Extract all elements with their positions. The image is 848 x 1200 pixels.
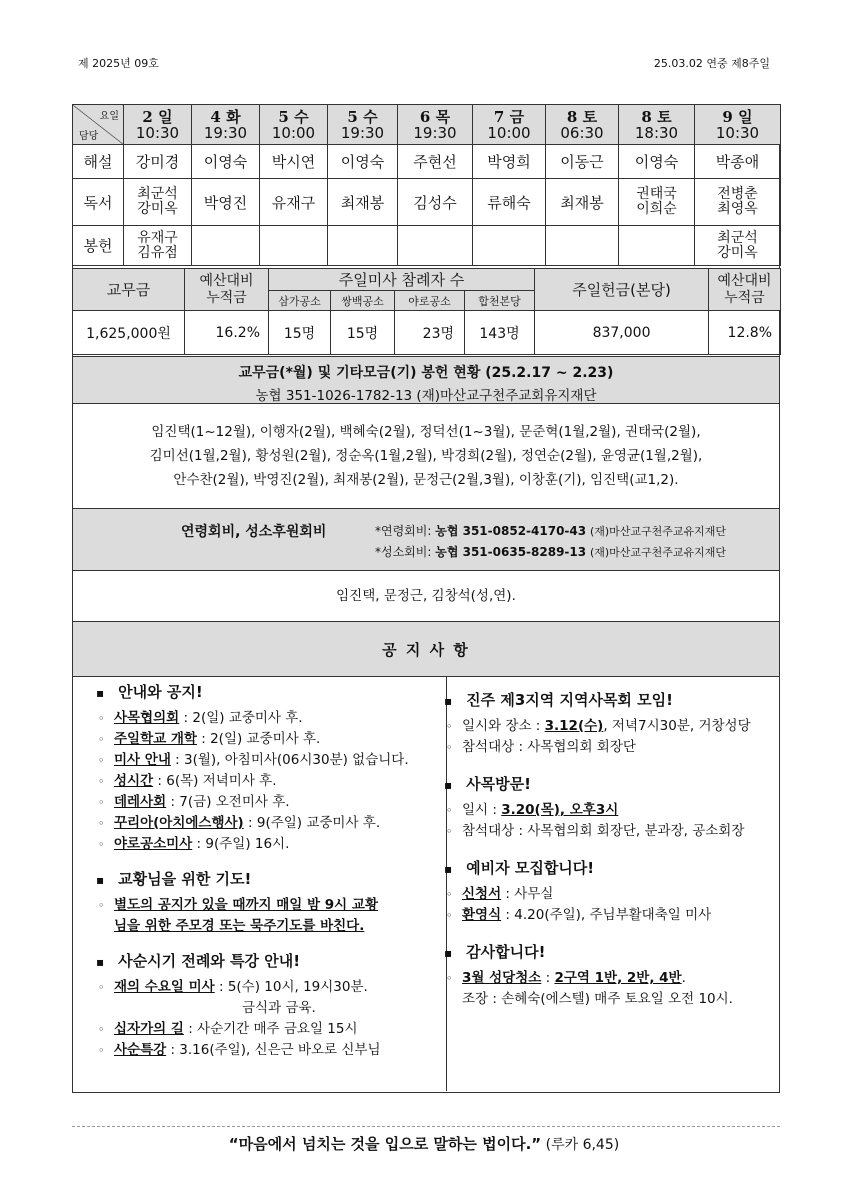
notice-item: ◦ 별도의 공지가 있을 때까지 매일 밤 9시 교황 님을 위한 주모경 또는 묵주기도를 바친다. bbox=[92, 895, 432, 937]
schedule-cell bbox=[328, 226, 398, 266]
acc2-org: (재)마산교구천주교유지재단 bbox=[589, 546, 727, 559]
assignee-name: 최재봉 bbox=[340, 193, 385, 212]
donation-line: 임진택(1~12월), 이행자(2월), 백혜숙(2월), 정덕선(1~3월), 문준혁(1월,2월), 권태국(2월), bbox=[151, 424, 701, 440]
mass-time: 18:30 bbox=[634, 123, 679, 142]
donation-line: 안수찬(2월), 박영진(2월), 최재봉(2월), 문정근(2월,3월), 이창훈(기), 임진택(교1,2). bbox=[173, 472, 679, 488]
support-title: 연령회비, 성소후원회비 bbox=[181, 524, 327, 540]
assignee-name: 주현선 bbox=[413, 153, 457, 171]
assignee-name: 유재구 bbox=[271, 193, 316, 212]
stats-table bbox=[72, 268, 781, 355]
mass-time: 10:00 bbox=[271, 123, 316, 142]
notice-item: ◦ 야로공소미사 : 9(주일) 16시. bbox=[92, 834, 432, 855]
schedule-cell bbox=[473, 226, 546, 266]
day-label: 8 토 bbox=[566, 107, 598, 126]
assignee-name: 최군석 bbox=[137, 186, 178, 202]
sub-header-hapcheon: 합천본당 bbox=[465, 291, 535, 311]
day-label: 6 목 bbox=[419, 107, 451, 126]
mass-time: 19:30 bbox=[413, 123, 457, 142]
acc1-number: 농협 351-0852-4170-43 bbox=[435, 524, 587, 538]
assignee-name: 최재봉 bbox=[560, 193, 604, 212]
notice-item: ◦ 재의 수요일 미사 : 5(수) 10시, 19시30분. bbox=[92, 977, 432, 998]
attend-yaro: 23명 bbox=[395, 311, 465, 355]
budget-header-2 bbox=[709, 269, 781, 311]
donation-account: 농협 351-1026-1782-13 (재)마산교구천주교회유지재단 bbox=[255, 388, 597, 404]
acc2-number: 농협 351-0635-8289-13 bbox=[435, 545, 587, 559]
notice-item: ◦ 주일학교 개학 : 2(일) 교중미사 후. bbox=[92, 729, 432, 750]
schedule-cell bbox=[328, 179, 398, 226]
assignee-name: 최군석 bbox=[717, 229, 758, 246]
day-label: 9 일 bbox=[722, 107, 753, 126]
assignee-name: 이영숙 bbox=[634, 153, 679, 171]
sub-header-samga: 삼가공소 bbox=[269, 291, 331, 311]
quote-text: “마음에서 넘치는 것을 입으로 말하는 법이다.” bbox=[228, 1135, 542, 1153]
budget-value-1: 16.2% bbox=[185, 311, 269, 355]
schedule-cell bbox=[546, 145, 619, 179]
mass-time: 10:00 bbox=[487, 123, 531, 142]
budget-value-2: 12.8% bbox=[709, 311, 781, 355]
schedule-cell bbox=[619, 226, 695, 266]
notice-item: ◦ 데레사회 : 7(금) 오전미사 후. bbox=[92, 792, 432, 813]
offering-value: 837,000 bbox=[535, 311, 709, 355]
schedule-cell bbox=[192, 145, 260, 179]
notice-item: ◦ 일시와 장소 : 3.12(수), 저녁7시30분, 거창성당 bbox=[440, 716, 775, 737]
mass-time: 06:30 bbox=[560, 123, 604, 142]
day-label: 2 일 bbox=[142, 107, 173, 126]
notice-left-column bbox=[92, 672, 432, 1061]
schedule-day-header bbox=[619, 105, 695, 145]
issue-date: 25.03.02 연중 제8주일 bbox=[653, 57, 770, 70]
donation-names bbox=[72, 403, 780, 509]
role-label: 봉헌 bbox=[73, 226, 124, 266]
budget-header-2-a: 예산대비 bbox=[717, 272, 772, 289]
day-label: 8 토 bbox=[641, 107, 672, 126]
assignee-name: 박시연 bbox=[271, 153, 316, 171]
schedule-day-header bbox=[192, 105, 260, 145]
support-names-text: 임진택, 문정근, 김창석(성,연). bbox=[336, 588, 516, 604]
mass-time: 10:30 bbox=[715, 123, 760, 142]
sub-header-yaro: 야로공소 bbox=[395, 291, 465, 311]
attend-samga: 15명 bbox=[269, 311, 331, 355]
assignee-name: 이영숙 bbox=[340, 153, 385, 171]
attendance-header: 주일미사 참례자 수 bbox=[269, 269, 535, 291]
support-header bbox=[72, 508, 780, 571]
schedule-cell bbox=[546, 226, 619, 266]
schedule-cell bbox=[695, 226, 781, 266]
support-account-2 bbox=[375, 543, 726, 560]
assignee-name: 김성수 bbox=[413, 193, 457, 212]
notice-item: ◦ 미사 안내 : 3(월), 아침미사(06시30분) 없습니다. bbox=[92, 750, 432, 771]
schedule-cell bbox=[328, 145, 398, 179]
notice-item: ◦ 참석대상 : 사목협의회 회장단, 분과장, 공소회장 bbox=[440, 821, 775, 842]
footer-divider bbox=[72, 1126, 780, 1127]
schedule-cell bbox=[260, 179, 328, 226]
schedule-day-header bbox=[398, 105, 473, 145]
mass-time: 10:30 bbox=[135, 123, 180, 142]
schedule-day-header bbox=[328, 105, 398, 145]
acc2-label: *성소회비: bbox=[375, 545, 432, 559]
footer-quote bbox=[0, 1133, 848, 1154]
notice-item: ◦ 사목협의회 : 2(일) 교중미사 후. bbox=[92, 708, 432, 729]
corner-day-label: 요일 bbox=[99, 111, 119, 122]
role-label: 해설 bbox=[73, 145, 124, 179]
kyomugeum-value: 1,625,000원 bbox=[73, 311, 185, 355]
schedule-day-header bbox=[546, 105, 619, 145]
notice-item: ◦ 일시 : 3.20(목), 오후3시 bbox=[440, 800, 775, 821]
assignee-name: 박종애 bbox=[715, 153, 760, 171]
day-label: 5 수 bbox=[278, 107, 309, 126]
schedule-cell bbox=[398, 226, 473, 266]
support-names bbox=[72, 570, 780, 622]
notice-item: ◦ 환영식 : 4.20(주일), 주님부활대축일 미사 bbox=[440, 905, 775, 926]
quote-reference: (루카 6,45) bbox=[541, 1137, 620, 1153]
assignee-name: 권태국 bbox=[636, 186, 677, 202]
notice-heading: ▪ 진주 제3지역 지역사목회 모임! bbox=[440, 690, 775, 712]
notice-item: ◦ 성시간 : 6(목) 저녁미사 후. bbox=[92, 771, 432, 792]
schedule-day-header bbox=[695, 105, 781, 145]
corner-role-label: 담당 bbox=[79, 131, 99, 142]
schedule-cell bbox=[124, 226, 192, 266]
assignee-name: 박영희 bbox=[487, 153, 531, 171]
issue-number: 제 2025년 09호 bbox=[78, 57, 159, 70]
budget-header-1 bbox=[185, 269, 269, 311]
budget-header-1-a: 예산대비 bbox=[199, 272, 254, 289]
assignee-name: 류해숙 bbox=[487, 193, 531, 212]
schedule-day-header bbox=[473, 105, 546, 145]
notice-item: ◦ 신청서 : 사무실 bbox=[440, 884, 775, 905]
day-label: 7 금 bbox=[493, 107, 525, 126]
notice-item-continuation: 금식과 금육. bbox=[242, 1000, 316, 1016]
schedule-cell bbox=[619, 179, 695, 226]
schedule-cell bbox=[473, 145, 546, 179]
notice-item: ◦ 사순특강 : 3.16(주일), 신은근 바오로 신부님 bbox=[92, 1040, 432, 1061]
schedule-cell bbox=[695, 145, 781, 179]
assignee-name: 박영진 bbox=[203, 193, 248, 212]
kyomugeum-header: 교무금 bbox=[73, 269, 185, 311]
schedule-cell bbox=[260, 145, 328, 179]
budget-header-1-b: 누적금 bbox=[206, 289, 247, 306]
attend-hapcheon: 143명 bbox=[465, 311, 535, 355]
offering-header: 주일헌금(본당) bbox=[535, 269, 709, 311]
sub-header-ssangbaek: 쌍백공소 bbox=[331, 291, 395, 311]
notice-item: ◦ 3월 성당청소 : 2구역 1반, 2반, 4반. bbox=[440, 968, 775, 989]
schedule-cell bbox=[546, 179, 619, 226]
support-account-1 bbox=[375, 522, 726, 539]
notice-heading: ▪ 안내와 공지! bbox=[92, 682, 432, 704]
donation-header bbox=[72, 356, 780, 404]
schedule-cell bbox=[124, 179, 192, 226]
notice-item: ◦ 꾸리아(아치에스행사) : 9(주일) 교중미사 후. bbox=[92, 813, 432, 834]
acc1-org: (재)마산교구천주교유지재단 bbox=[589, 525, 727, 538]
notice-heading: ▪ 사목방문! bbox=[440, 774, 775, 796]
assignee-name: 최영옥 bbox=[717, 201, 758, 217]
schedule-cell bbox=[398, 145, 473, 179]
assignee-name: 이동근 bbox=[560, 153, 604, 171]
notice-heading: ▪ 예비자 모집합니다! bbox=[440, 858, 775, 880]
donation-line: 김미선(1월,2월), 황성원(2월), 정순옥(1월,2월), 박경희(2월), 정연순(2월), 윤영균(1월,2월), bbox=[149, 448, 703, 464]
schedule-cell bbox=[260, 226, 328, 266]
role-label: 독서 bbox=[73, 179, 124, 226]
assignee-name: 김유점 bbox=[137, 244, 178, 261]
notice-item: ◦ 참석대상 : 사목협의회 회장단 bbox=[440, 737, 775, 758]
attend-ssangbaek: 15명 bbox=[331, 311, 395, 355]
schedule-cell bbox=[124, 145, 192, 179]
donation-title: 교무금(*월) 및 기타모금(기) 봉헌 현황 (25.2.17 ~ 2.23) bbox=[238, 365, 614, 381]
notice-heading: ▪ 사순시기 전례와 특강 안내! bbox=[92, 951, 432, 973]
schedule-cell bbox=[192, 179, 260, 226]
assignee-name: 강미옥 bbox=[137, 201, 178, 217]
assignee-name: 강미옥 bbox=[717, 244, 758, 261]
mass-time: 19:30 bbox=[203, 123, 248, 142]
acc1-label: *연령회비: bbox=[375, 524, 432, 538]
day-label: 4 화 bbox=[210, 107, 241, 126]
notice-right-column bbox=[440, 680, 775, 1010]
day-label: 5 수 bbox=[347, 107, 378, 126]
notice-title: 공 지 사 항 bbox=[72, 621, 780, 677]
notice-heading: ▪ 감사합니다! bbox=[440, 942, 775, 964]
liturgy-schedule-table bbox=[72, 104, 781, 266]
mass-time: 19:30 bbox=[340, 123, 385, 142]
schedule-cell bbox=[695, 179, 781, 226]
schedule-day-header bbox=[124, 105, 192, 145]
assignee-name: 이희순 bbox=[636, 201, 677, 217]
schedule-cell bbox=[192, 226, 260, 266]
notice-heading: ▪ 교황님을 위한 기도! bbox=[92, 869, 432, 891]
assignee-name: 이영숙 bbox=[203, 153, 248, 171]
schedule-cell bbox=[473, 179, 546, 226]
assignee-name: 전병춘 bbox=[717, 186, 758, 202]
schedule-corner bbox=[73, 105, 124, 145]
schedule-day-header bbox=[260, 105, 328, 145]
assignee-name: 강미경 bbox=[135, 153, 180, 171]
schedule-cell bbox=[619, 145, 695, 179]
notice-item-continuation: 조장 : 손혜숙(에스텔) 매주 토요일 오전 10시. bbox=[462, 991, 733, 1007]
budget-header-2-b: 누적금 bbox=[724, 289, 765, 306]
schedule-cell bbox=[398, 179, 473, 226]
assignee-name: 유재구 bbox=[137, 229, 178, 246]
notice-item: ◦ 십자가의 길 : 사순기간 매주 금요일 15시 bbox=[92, 1019, 432, 1040]
